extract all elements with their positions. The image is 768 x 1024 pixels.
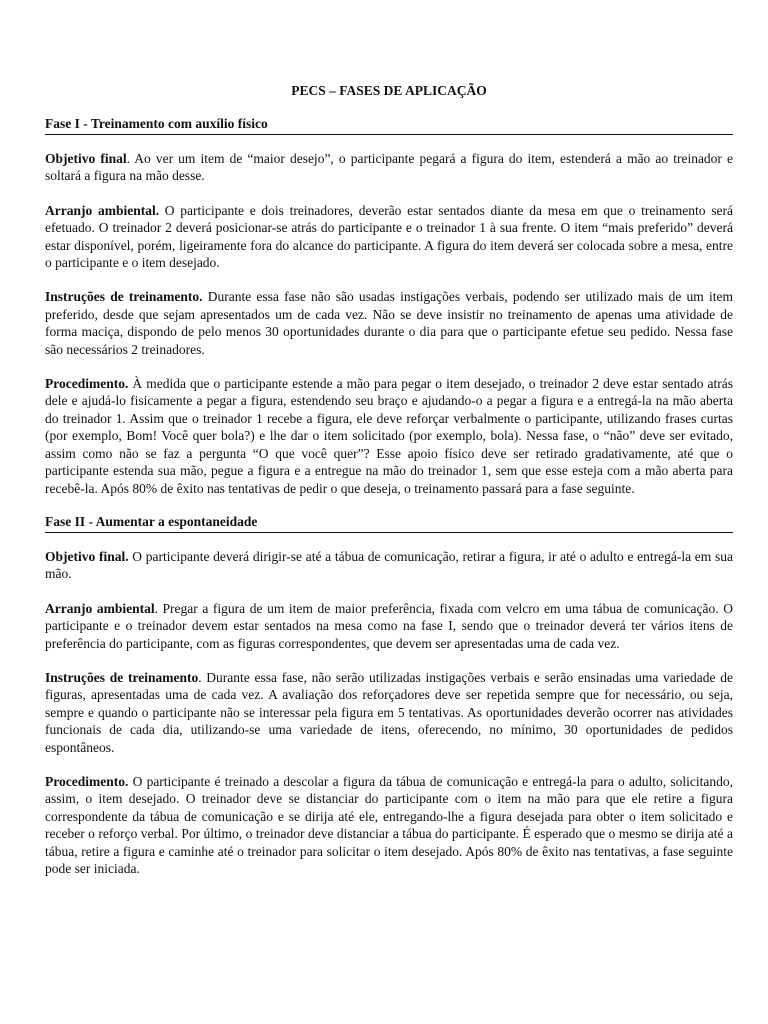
paragraph-lead: Arranjo ambiental <box>45 600 155 616</box>
paragraph-arranjo-ambiental <box>45 600 733 652</box>
document-title: PECS – FASES DE APLICAÇÃO <box>291 83 487 98</box>
paragraph-lead: Procedimento. <box>45 376 129 392</box>
paragraph-body: . Ao ver um item de “maior desejo”, o participante pegará a figura do item, estenderá a mão ao treinador e soltará a figura na mão desse. <box>45 151 733 184</box>
paragraph-lead: Instruções de treinamento <box>45 669 199 685</box>
paragraph-procedimento <box>45 375 733 497</box>
section-fase-1 <box>45 116 733 497</box>
section-fase-2 <box>45 514 733 878</box>
document-page <box>45 82 733 894</box>
paragraph-objetivo-final <box>45 548 733 583</box>
paragraph-lead: Arranjo ambiental. <box>45 202 160 218</box>
paragraph-lead: Objetivo final. <box>45 548 129 564</box>
paragraph-instrucoes-treinamento <box>45 288 733 358</box>
paragraph-lead: Instruções de treinamento. <box>45 289 203 305</box>
paragraph-body: O participante é treinado a descolar a figura da tábua de comunicação e entregá-la para o adulto, solicitando, assim, o item desejado. O treinador deve se distanciar do participante com o item na mão para que ele retire a figura correspondente da tábua de comunicação e se dirija até ele, entregando-lhe a figura desejada para obter o item solicitado e receber o reforço verbal. Por último, o treinador deve distanciar a tábua do participante. É esperado que o mesmo se dirija até a tábua, retire a figura e caminhe até o treinador para solicitar o item desejado. Após 80% de êxito nas tentativas, a fase seguinte pode ser iniciada. <box>45 773 733 876</box>
paragraph-instrucoes-treinamento <box>45 669 733 756</box>
paragraph-body: À medida que o participante estende a mão para pegar o item desejado, o treinador 2 deve estar sentado atrás dele e ajudá-lo fisicamente a pegar a figura, estendendo seu braço e ajudando-o a pegar a figura e a entregá-la na mão aberta do treinador 1. Assim que o treinador 1 recebe a figura, ele deve reforçar verbalmente o participante, utilizando frases curtas (por exemplo, Bom! Você quer bola?) e lhe dar o item solicitado (por exemplo, bola). Nessa fase, o “não” deve ser evitado, assim como não se faz a pergunta “O que você quer”? Esse apoio físico deve ser retirado gradativamente, até que o participante estenda sua mão, pegue a figura e a entregue na mão do treinador 1, sem que esse esteja com a mão aberta para recebê-la. Após 80% de êxito nas tentativas de pedir o que deseja, o treinamento passará para a fase seguinte. <box>45 376 733 496</box>
paragraph-arranjo-ambiental <box>45 202 733 272</box>
paragraph-body: . Pregar a figura de um item de maior preferência, fixada com velcro em uma tábua de comunicação. O participante e o treinador devem estar sentados na mesa como na fase I, sendo que o treinador deverá ter vários itens de preferência do participante, com as figuras correspondentes, que devem ser apresentadas uma de cada vez. <box>45 600 733 651</box>
section-heading: Fase I - Treinamento com auxílio físico <box>45 116 733 135</box>
section-heading: Fase II - Aumentar a espontaneidade <box>45 514 733 533</box>
paragraph-procedimento <box>45 773 733 877</box>
paragraph-lead: Objetivo final <box>45 151 127 166</box>
paragraph-lead: Procedimento. <box>45 773 129 789</box>
paragraph-body: O participante deverá dirigir-se até a tábua de comunicação, retirar a figura, ir até o adulto e entregá-la em sua mão. <box>45 548 733 582</box>
paragraph-objetivo-final <box>45 150 733 185</box>
paragraph-body: O participante e dois treinadores, deverão estar sentados diante da mesa em que o treinamento será efetuado. O treinador 2 deverá posicionar-se atrás do participante e o treinador 1 à sua frente. O item “mais preferido” deverá estar disponível, porém, ligeiramente fora do alcance do participante. A figura do item deverá ser colocada sobre a mesa, entre o participante e o item desejado. <box>45 202 733 271</box>
paragraph-body: Durante essa fase não são usadas instigações verbais, podendo ser utilizado mais de um item preferido, desde que sejam apresentados um de cada vez. Não se deve insistir no treinamento de apenas uma atividade de forma maciça, dispondo de pelo menos 30 oportunidades durante o dia para que o participante efetue seu pedido. Nessa fase são necessários 2 treinadores. <box>45 289 734 357</box>
paragraph-body: . Durante essa fase, não serão utilizadas instigações verbais e serão ensinadas uma variedade de figuras, apresentadas uma de cada vez. A avaliação dos reforçadores deve ser repetida sempre que for necessário, ou seja, sempre e quando o participante não se interessar pela figura em 5 tentativas. As oportunidades deverão ocorrer nas atividades funcionais de cada dia, utilizando-se uma variedade de itens, oferecendo, no mínimo, 30 oportunidades de pedidos espontâneos. <box>45 669 733 755</box>
